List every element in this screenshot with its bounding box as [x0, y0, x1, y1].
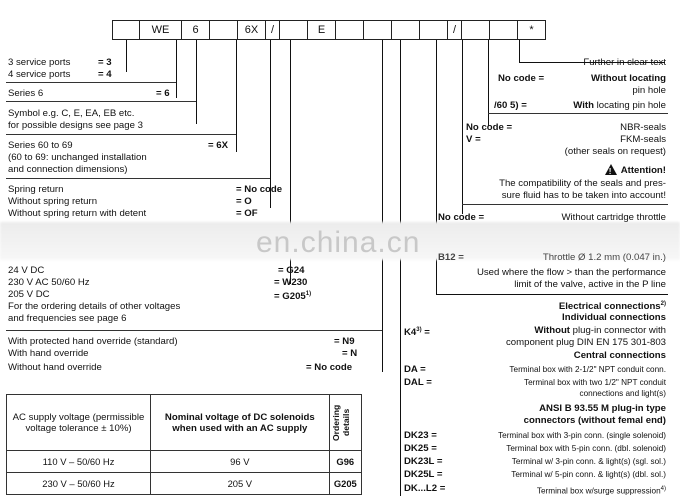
code-cell-slash: / — [448, 20, 462, 40]
dk25-value: Terminal box with 5-pin conn. (dbl. solenoid) — [506, 444, 666, 453]
table-cell: G96 — [329, 451, 361, 473]
elec-heading: Electrical connections$^{2)}$ — [558, 301, 666, 313]
code-cell-we: WE — [140, 20, 182, 40]
code-cell — [336, 20, 364, 40]
series-value: = 6 — [156, 88, 170, 99]
seals-other: (other seals on request) — [564, 146, 666, 157]
pin-nocode-key: No code = — [498, 73, 545, 84]
code-cell — [210, 20, 238, 40]
spring-label: Spring return — [8, 184, 64, 195]
table-cell: 230 V – 50/60 Hz — [7, 473, 151, 495]
dk23-key: DK23 = — [404, 430, 437, 441]
code-cell — [490, 20, 518, 40]
v24-value: = G24 — [278, 265, 305, 276]
seals-v-key: V = — [466, 134, 481, 145]
table-cell: 96 V — [151, 451, 330, 473]
code-cell — [364, 20, 392, 40]
series60-line2: (60 to 69: unchanged installation — [8, 152, 147, 163]
code-cell-6x: 6X — [238, 20, 266, 40]
seals-fkm: FKM-seals — [620, 134, 666, 145]
k4-value2: component plug DIN EN 175 301-803 — [506, 337, 666, 348]
dk25l-value: Terminal w/ 5-pin conn. & light(s) (dbl. sol.) — [511, 470, 666, 479]
da-key: DA = — [404, 364, 426, 375]
voltage-note-2: and frequencies see page 6 — [8, 313, 127, 324]
dk25-key: DK25 = — [404, 443, 437, 454]
detent-label: Without spring return with detent — [8, 208, 147, 219]
no-spring-label: Without spring return — [8, 196, 98, 207]
code-cell-6: 6 — [182, 20, 210, 40]
no-spring-value: = O — [236, 196, 252, 207]
table-header-ac: AC supply voltage (permissible voltage tolerance ± 10%) — [7, 395, 151, 451]
v230-value: = W230 — [274, 277, 308, 288]
table-cell: 110 V – 50/60 Hz — [7, 451, 151, 473]
attention-line2: sure fluid has to be taken into account! — [501, 190, 666, 201]
attention-heading: !Attention! — [605, 164, 666, 176]
watermark: en.china.cn — [256, 226, 421, 259]
series60-line3: and connection dimensions) — [8, 164, 128, 175]
ac-voltage-table — [6, 394, 362, 495]
table-row — [7, 473, 362, 495]
flow-line2: limit of the valve, active in the P line — [514, 279, 666, 290]
code-cell-star: * — [518, 20, 546, 40]
central-heading: Central connections — [573, 350, 666, 361]
pin-nocode-value1: Without locating — [590, 73, 666, 84]
ports-4-value: = 4 — [98, 69, 112, 80]
table-header-ordering: Ordering details — [330, 404, 351, 441]
table-header-dc: Nominal voltage of DC solenoids when used with an AC supply — [151, 395, 330, 451]
series-label: Series 6 — [8, 88, 44, 99]
table-cell: G205 — [329, 473, 361, 495]
series60-value: = 6X — [208, 140, 229, 151]
ports-4-label: 4 service ports — [8, 69, 71, 80]
ports-3-label: 3 service ports — [8, 57, 71, 68]
override-label: With hand override — [8, 348, 89, 359]
ordering-code-row — [112, 20, 546, 40]
code-cell — [280, 20, 308, 40]
ports-3-value: = 3 — [98, 57, 112, 68]
spring-value: = No code — [236, 184, 283, 195]
code-cell — [420, 20, 448, 40]
warning-icon — [605, 164, 617, 175]
code-cell-slash: / — [266, 20, 280, 40]
series60-line1: Series 60 to 69 — [8, 140, 73, 151]
throttle-nocode-key: No code = — [438, 212, 485, 223]
detent-value: = OF — [236, 208, 258, 219]
v230-label: 230 V AC 50/60 Hz — [8, 277, 90, 288]
seals-nocode-key: No code = — [466, 122, 513, 133]
override-protected-label: With protected hand override (standard) — [8, 336, 178, 347]
attention-line1: The compatibility of the seals and pres- — [499, 178, 666, 189]
override-value: = N — [342, 348, 358, 359]
symbol-line2: for possible designs see page 3 — [8, 120, 143, 131]
code-cell — [392, 20, 420, 40]
dk23l-key: DK23L = — [404, 456, 443, 467]
dkl2-key: DK...L2 = — [404, 483, 446, 494]
v24-label: 24 V DC — [8, 265, 45, 276]
dal-value1: Terminal box with two 1/2" NPT conduit — [523, 378, 666, 387]
ansi-heading2: connectors (without femal end) — [523, 415, 666, 426]
further-text: Further in clear text — [583, 57, 666, 68]
override-protected-value: = N9 — [334, 336, 355, 347]
no-override-value: = No code — [306, 362, 353, 373]
seals-nbr: NBR-seals — [620, 122, 666, 133]
v205-label: 205 V DC — [8, 289, 50, 300]
dal-value2: connections and light(s) — [579, 389, 666, 398]
dk23-value: Terminal box with 3-pin conn. (single solenoid) — [498, 431, 666, 440]
table-cell: 205 V — [151, 473, 330, 495]
table-row — [7, 451, 362, 473]
code-cell-e: E — [308, 20, 336, 40]
pin-nocode-value2: pin hole — [632, 85, 666, 96]
k4-value1: Without plug-in connector with — [534, 325, 666, 336]
pin-60-key: /60 5) = — [494, 100, 527, 111]
code-cell — [112, 20, 140, 40]
v205-value: = $G205^{1)}$ — [274, 291, 312, 303]
voltage-note-1: For the ordering details of other voltages — [8, 301, 181, 312]
b12-value: Throttle Ø 1.2 mm (0.047 in.) — [542, 252, 666, 263]
indiv-heading: Individual connections — [562, 312, 666, 323]
flow-line1: Used where the flow > than the performance — [476, 267, 666, 278]
da-value: Terminal box with 2-1/2" NPT conduit conn. — [509, 365, 666, 374]
throttle-nocode-value: Without cartridge throttle — [561, 212, 666, 223]
b12-key: B12 = — [438, 252, 464, 263]
ansi-heading1: ANSI B 93.55 M plug-in type — [539, 403, 666, 414]
dk25l-key: DK25L = — [404, 469, 443, 480]
dkl2-value: Terminal box w/surge suppression$^{4)}$ — [536, 486, 666, 496]
dk23l-value: Terminal w/ 3-pin conn. & light(s) (sgl. sol.) — [511, 457, 666, 466]
symbol-line1: Symbol e.g. C, E, EA, EB etc. — [8, 108, 135, 119]
k4-key: K4$^{3)}$ = — [404, 327, 430, 339]
pin-60-value: With locating pin hole — [573, 100, 666, 111]
no-override-label: Without hand override — [8, 362, 102, 373]
code-cell — [462, 20, 490, 40]
dal-key: DAL = — [404, 377, 432, 388]
